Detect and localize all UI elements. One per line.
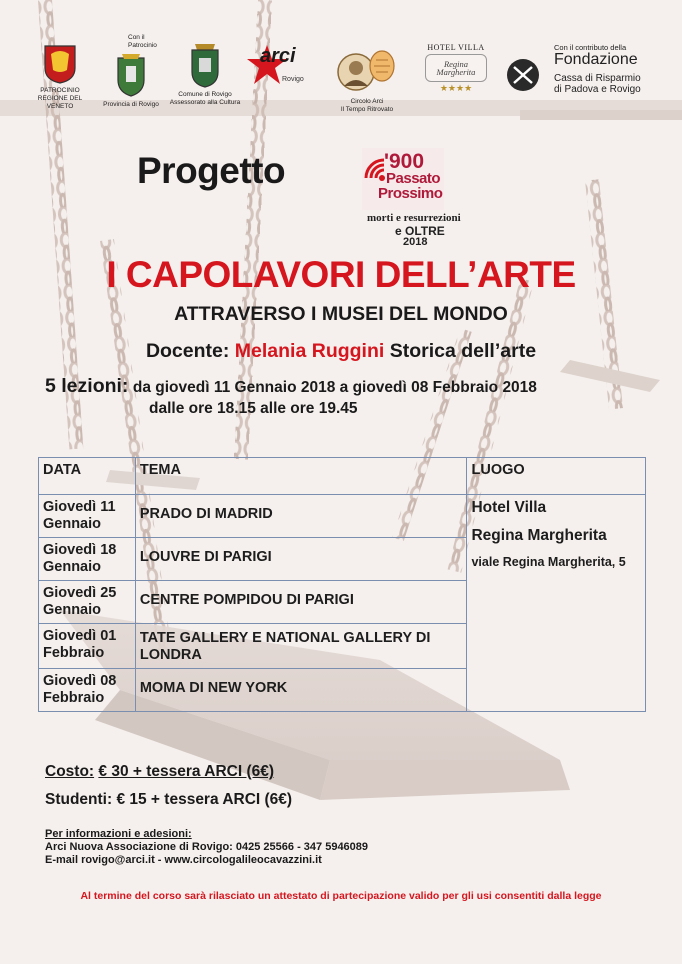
arci-brand: arci: [260, 45, 296, 67]
row-date: [39, 495, 136, 538]
veneto-line1: PATROCINIO: [40, 87, 80, 94]
lezioni-orario: dalle ore 18.15 alle ore 19.45: [149, 400, 358, 417]
circolo-line1: Circolo Arci: [350, 98, 384, 105]
header-luogo: LUOGO: [467, 458, 646, 495]
row-tema-text: CENTRE POMPIDOU DI PARIGI: [139, 592, 354, 608]
row-date: [39, 538, 136, 581]
info-heading: Per informazioni e adesioni:: [45, 828, 192, 840]
row-tema: [135, 495, 467, 538]
row-date-day: Giovedì 25: [43, 585, 117, 601]
fondazione-name: Fondazione: [554, 51, 638, 68]
badge-line2: Prossimo: [378, 185, 443, 202]
info-line1: Arci Nuova Associazione di Rovigo: 0425 25566 - 347 5946089: [45, 841, 369, 853]
logo-hotel-villa: [418, 44, 494, 92]
costo-label: Costo:: [45, 763, 95, 780]
project-sub3: 2018: [403, 236, 428, 248]
row-date: [39, 581, 136, 624]
lezioni-line: [45, 375, 537, 398]
row-tema: [135, 624, 467, 669]
row-date-month: Febbraio: [43, 690, 105, 706]
provincia-label: Provincia di Rovigo: [103, 101, 159, 108]
docente-role: Storica dell’arte: [389, 340, 537, 362]
comune-line1: Comune di Rovigo: [178, 91, 232, 98]
schedule-table: [38, 457, 646, 712]
row-date-month: Gennaio: [43, 559, 102, 575]
row-tema: [135, 581, 467, 624]
docente-label: Docente:: [145, 340, 230, 362]
fondazione-pre: Con il contributo della: [554, 43, 627, 52]
table-row: [39, 495, 646, 538]
lezioni-dates: da giovedì 11 Gennaio 2018 a giovedì 08 Febbraio 2018: [132, 379, 537, 396]
progetto-label: Progetto: [137, 150, 286, 191]
page-title: I CAPOLAVORI DELL’ARTE: [106, 254, 576, 295]
fondazione-emblem-icon: [506, 58, 540, 92]
comune-shield-icon: [189, 42, 221, 88]
fondazione-line1: Cassa di Risparmio: [554, 73, 641, 84]
row-date-month: Febbraio: [43, 645, 105, 661]
header-tema: TEMA: [135, 458, 467, 495]
lezioni-label: 5 lezioni:: [45, 375, 129, 397]
row-tema-text: TATE GALLERY E NATIONAL GALLERY DI LONDRA: [139, 630, 431, 663]
hotel-plate: [425, 54, 487, 82]
luogo-line3: viale Regina Margherita, 5: [471, 555, 626, 569]
project-sub1: morti e resurrezioni: [367, 212, 461, 224]
circolo-portrait-icon: [336, 46, 398, 96]
logo-comune-rovigo: [165, 42, 245, 107]
row-tema-text: PRADO DI MADRID: [139, 506, 273, 522]
costo-line: [45, 763, 274, 781]
hotel-stars: ★★★★: [439, 83, 473, 93]
circolo-line2: Il Tempo Ritrovato: [340, 106, 394, 113]
fondazione-line2: di Padova e Rovigo: [554, 84, 641, 95]
page-subtitle: ATTRAVERSO I MUSEI DEL MONDO: [174, 303, 508, 325]
row-date-month: Gennaio: [43, 602, 102, 618]
row-tema-text: MOMA DI NEW YORK: [139, 680, 288, 696]
row-date-month: Gennaio: [43, 516, 102, 532]
logo-provincia-rovigo: [92, 34, 170, 109]
hotel-line1: HOTEL VILLA: [427, 43, 485, 52]
badge-line1: Passato: [386, 170, 441, 187]
arci-city: Rovigo: [282, 76, 304, 83]
row-date-day: Giovedì 08: [43, 673, 117, 689]
provincia-pre: Con il Patrocinio: [128, 34, 157, 49]
row-tema: [135, 669, 467, 712]
row-date: [39, 624, 136, 669]
footer-note: Al termine del corso sarà rilasciato un attestato di partecipazione valido per gli usi consentiti dalla legge: [80, 890, 602, 902]
logo-regione-veneto: [30, 44, 90, 111]
veneto-lion-icon: [43, 44, 77, 84]
luogo-line1: Hotel Villa: [471, 499, 547, 516]
row-date: [39, 669, 136, 712]
costo-value: € 30 + tessera ARCI (6€): [98, 763, 275, 780]
row-date-day: Giovedì 01: [43, 628, 117, 644]
row-tema-text: LOUVRE DI PARIGI: [139, 549, 272, 565]
docente-name: Melania Ruggini: [234, 340, 385, 362]
comune-line2: Assessorato alla Cultura: [169, 99, 241, 106]
project-sub2: e OLTRE: [395, 224, 445, 238]
hotel-line2: Regina Margherita: [436, 59, 476, 77]
row-date-day: Giovedì 11: [43, 499, 116, 515]
studenti-line: Studenti: € 15 + tessera ARCI (6€): [45, 791, 293, 808]
provincia-shield-icon: [114, 52, 148, 98]
info-line2[interactable]: E-mail rovigo@arci.it - www.circologalileocavazzini.it: [45, 854, 322, 866]
table-header-row: [39, 458, 646, 495]
row-tema: [135, 538, 467, 581]
badge-number: '900: [384, 150, 425, 173]
luogo-cell: [467, 495, 646, 712]
luogo-line2: Regina Margherita: [471, 527, 607, 544]
row-date-day: Giovedì 18: [43, 542, 117, 558]
info-block: [45, 828, 368, 867]
logo-circolo-arci: [328, 46, 406, 114]
veneto-line2: REGIONE DEL VENETO: [37, 95, 83, 110]
header-data: DATA: [39, 458, 136, 495]
docente-line: [0, 340, 682, 363]
